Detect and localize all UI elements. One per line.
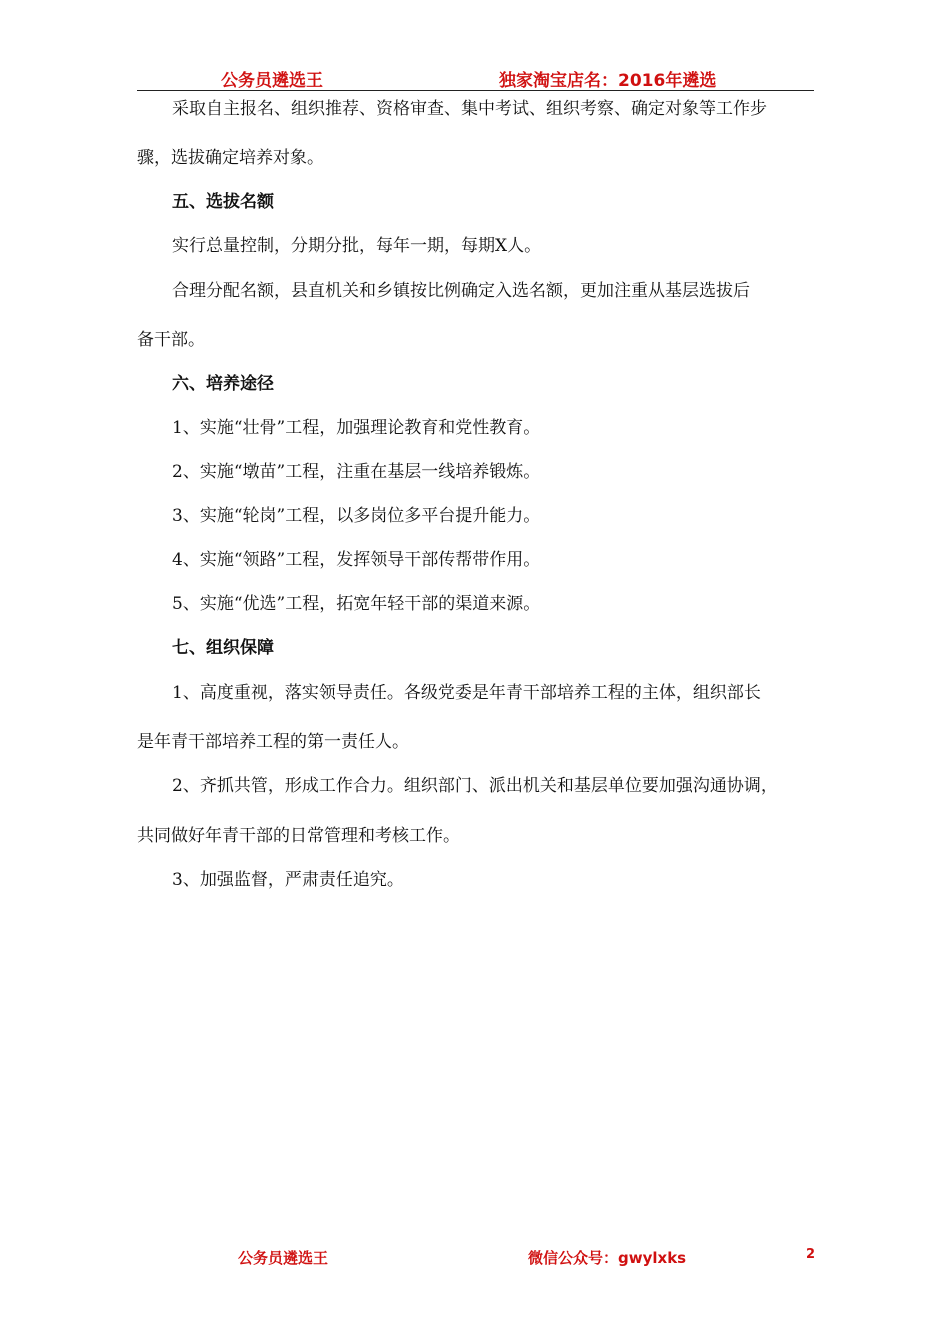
section-heading: 七、组织保障 xyxy=(172,638,274,658)
page-number: 2 xyxy=(806,1247,816,1262)
paragraph-line: 骤，选拔确定培养对象。 xyxy=(137,148,324,168)
paragraph-line: 共同做好年青干部的日常管理和考核工作。 xyxy=(137,826,460,846)
section-heading: 六、培养途径 xyxy=(172,374,274,394)
paragraph-line: 备干部。 xyxy=(137,330,205,350)
paragraph-line: 3、加强监督，严肃责任追究。 xyxy=(172,870,404,890)
paragraph-line: 2、实施“墩苗”工程，注重在基层一线培养锻炼。 xyxy=(172,462,541,482)
section-heading: 五、选拔名额 xyxy=(172,192,274,212)
header-left-text: 公务员遴选王 xyxy=(221,71,323,91)
footer-left-text: 公务员遴选王 xyxy=(238,1249,329,1267)
paragraph-line: 是年青干部培养工程的第一责任人。 xyxy=(137,732,409,752)
paragraph-line: 2、齐抓共管，形成工作合力。组织部门、派出机关和基层单位要加强沟通协调， xyxy=(172,776,778,796)
header-right-text: 独家淘宝店名：2016年遴选 xyxy=(499,71,717,91)
paragraph-line: 4、实施“领路”工程，发挥领导干部传帮带作用。 xyxy=(172,550,541,570)
paragraph-line: 1、高度重视，落实领导责任。各级党委是年青干部培养工程的主体，组织部长 xyxy=(172,683,761,703)
footer-wechat-text: 微信公众号：gwylxks xyxy=(528,1249,687,1267)
paragraph-line: 合理分配名额，县直机关和乡镇按比例确定入选名额，更加注重从基层选拔后 xyxy=(172,281,750,301)
paragraph-line: 实行总量控制，分期分批，每年一期，每期X人。 xyxy=(172,236,542,256)
paragraph-line: 5、实施“优选”工程，拓宽年轻干部的渠道来源。 xyxy=(172,594,541,614)
paragraph-line: 3、实施“轮岗”工程，以多岗位多平台提升能力。 xyxy=(172,506,541,526)
paragraph-line: 采取自主报名、组织推荐、资格审查、集中考试、组织考察、确定对象等工作步 xyxy=(172,99,767,119)
paragraph-line: 1、实施“壮骨”工程，加强理论教育和党性教育。 xyxy=(172,418,541,438)
